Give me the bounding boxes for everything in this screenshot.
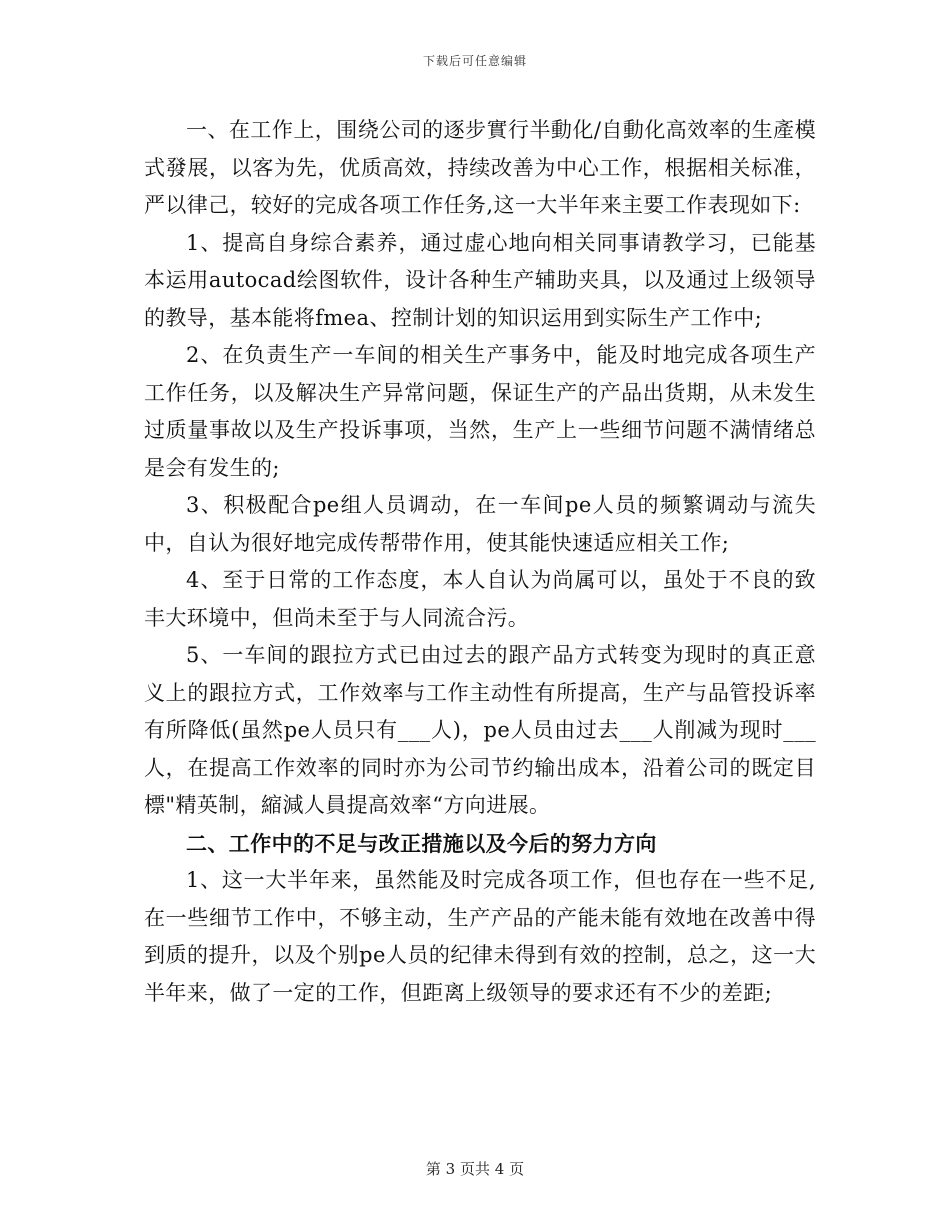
- paragraph-item-5: 5、一车间的跟拉方式已由过去的跟产品方式转变为现时的真正意义上的跟拉方式，工作效率与工作主动性有所提高，生产与品管投诉率有所降低(虽然pe人员只有___人)，pe人员由过去___人削减为现时___人，在提高工作效率的同时亦为公司节约输出成本，沿着公司的既定目標"精英制，縮減人員提高效率“方向进展。: [144, 643, 816, 817]
- page-number-footer: 第 3 页共 4 页: [425, 1160, 525, 1178]
- page-header-note: 下载后可任意编辑: [422, 54, 527, 68]
- paragraph-section-two-item-1: 1、这一大半年来，虽然能及时完成各项工作，但也存在一些不足,在一些细节工作中，不够主动，生产产品的产能未能有效地在改善中得到质的提升，以及个别pe人员的纪律未得到有效的控制，总之，这一大半年来，做了一定的工作，但距离上级领导的要求还有不少的差距;: [144, 868, 816, 1005]
- paragraph-item-3: 3、积极配合pe组人员调动，在一车间pe人员的频繁调动与流失中，自认为很好地完成传帮带作用，使其能快速适应相关工作;: [144, 493, 816, 555]
- paragraph-item-1: 1、提高自身综合素养，通过虚心地向相关同事请教学习，已能基本运用autocad绘图软件，设计各种生产辅助夹具，以及通过上级领导的教导，基本能将fmea、控制计划的知识运用到实际生产工作中;: [144, 230, 816, 330]
- section-two-heading: 二、工作中的不足与改正措施以及今后的努力方向: [186, 830, 657, 856]
- paragraph-section-one-intro: 一、在工作上，围绕公司的逐步實行半動化/自動化高效率的生產模式發展，以客为先，优质高效，持续改善为中心工作，根据相关标准，严以律己，较好的完成各项工作任务,这一大半年来主要工作表现如下:: [144, 118, 816, 217]
- paragraph-item-4: 4、至于日常的工作态度，本人自认为尚属可以，虽处于不良的致丰大环境中，但尚未至于与人同流合污。: [144, 568, 816, 630]
- document-body: [144, 112, 816, 1012]
- paragraph-item-2: 2、在负责生产一车间的相关生产事务中，能及时地完成各项生产工作任务，以及解决生产异常问题，保证生产的产品出货期，从未发生过质量事故以及生产投诉事项，当然，生产上一些细节问题不满情绪总是会有发生的;: [144, 343, 816, 480]
